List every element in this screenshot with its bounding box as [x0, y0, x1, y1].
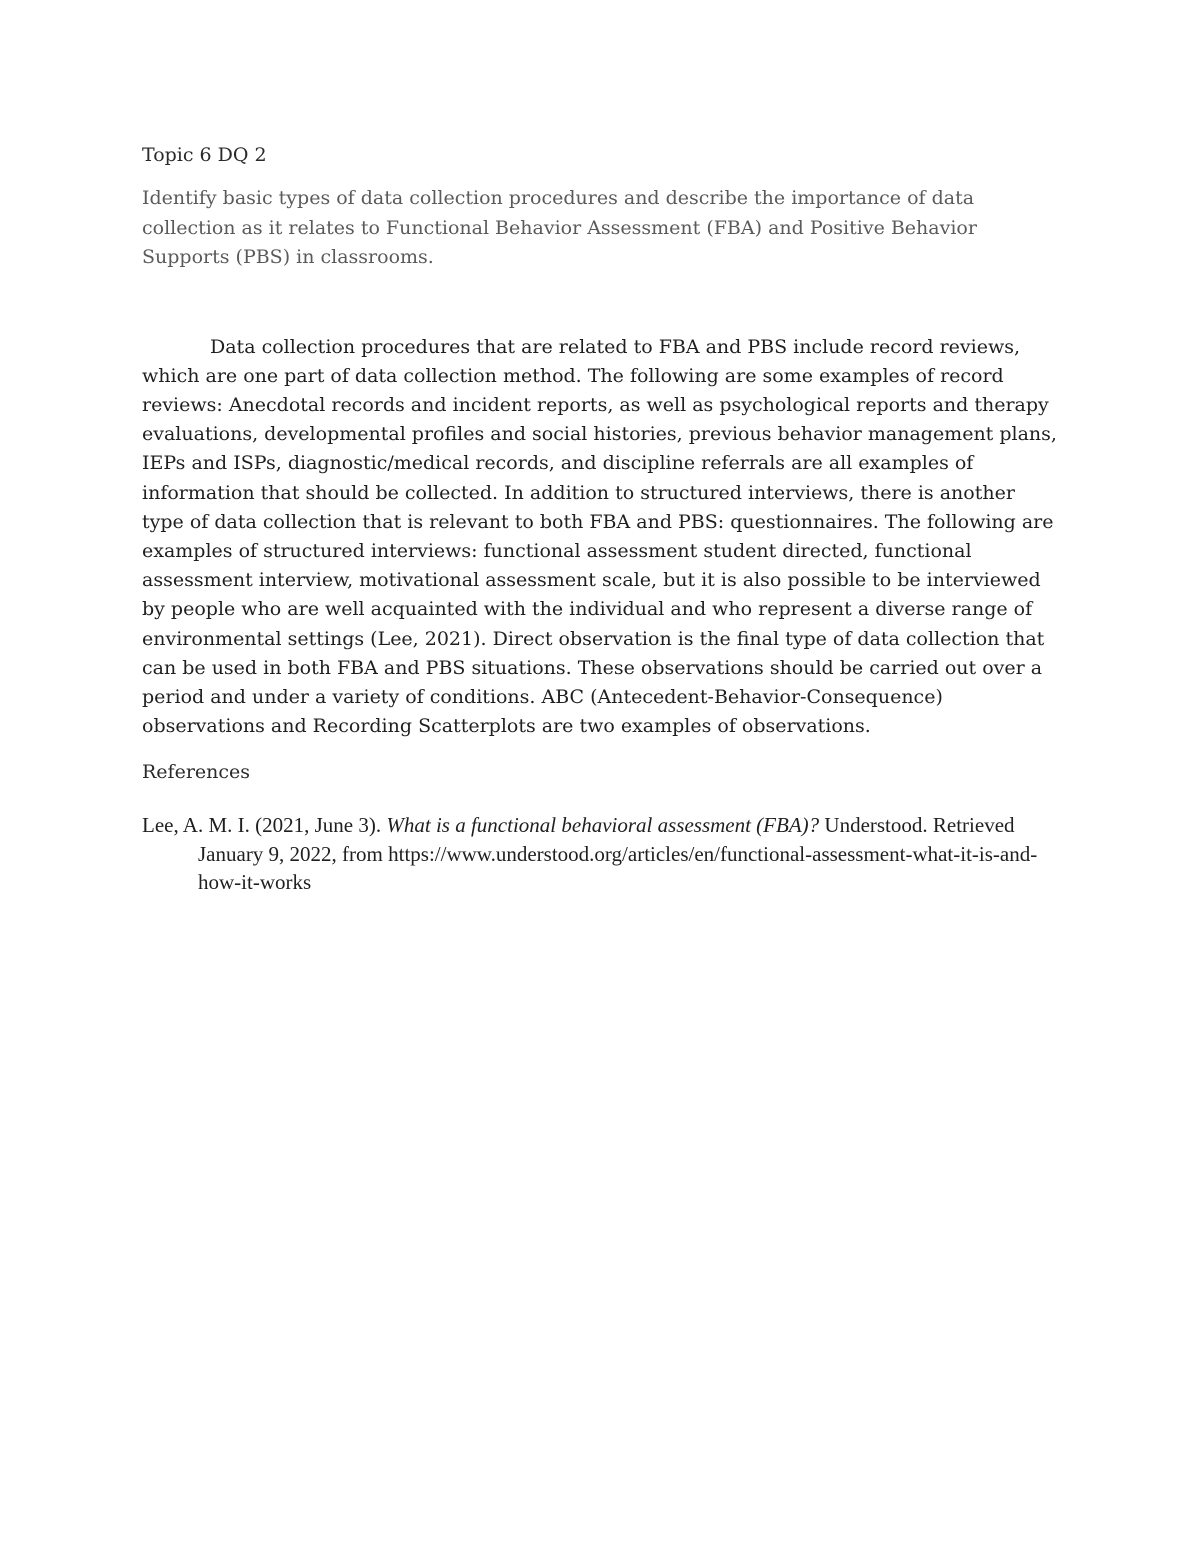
reference-source: Understood. Retrieved January 9, 2022, from https://www.understood.org/articles/en/functional-assessment-what-it-is-and-how-it-works: [198, 813, 1038, 895]
reference-entry: [142, 811, 1062, 897]
reference-title: What is a functional behavioral assessment (FBA)?: [386, 813, 820, 838]
discussion-prompt: Identify basic types of data collection procedures and describe the importance of data collection as it relates to Functional Behavior Assessment (FBA) and Positive Behavior Supports (PBS) in classrooms.: [142, 187, 977, 268]
document-content: [142, 140, 1062, 897]
reference-authors-date: Lee, A. M. I. (2021, June 3).: [142, 813, 387, 838]
document-title: Topic 6 DQ 2: [142, 144, 267, 166]
references-heading: References: [142, 761, 251, 784]
response-paragraph: Data collection procedures that are related to FBA and PBS include record reviews, which are one part of data collection method. The following are some examples of record reviews: Anecdotal records and incident reports, as well as psychological reports and therapy evaluations, developmental profiles and social histories, previous behavior management plans, IEPs and ISPs, diagnostic/medical records, and discipline referrals are all examples of information that should be collected. In addition to structured interviews, there is another type of data collection that is relevant to both FBA and PBS: questionnaires. The following are examples of structured interviews: functional assessment student directed, functional assessment interview, motivational assessment scale, but it is also possible to be interviewed by people who are well acquainted with the individual and who represent a diverse range of environmental settings (Lee, 2021). Direct observation is the final type of data collection that can be used in both FBA and PBS situations. These observations should be carried out over a period and under a variety of conditions. ABC (Antecedent-Behavior-Consequence) observations and Recording Scatterplots are two examples of observations.: [142, 335, 1057, 738]
